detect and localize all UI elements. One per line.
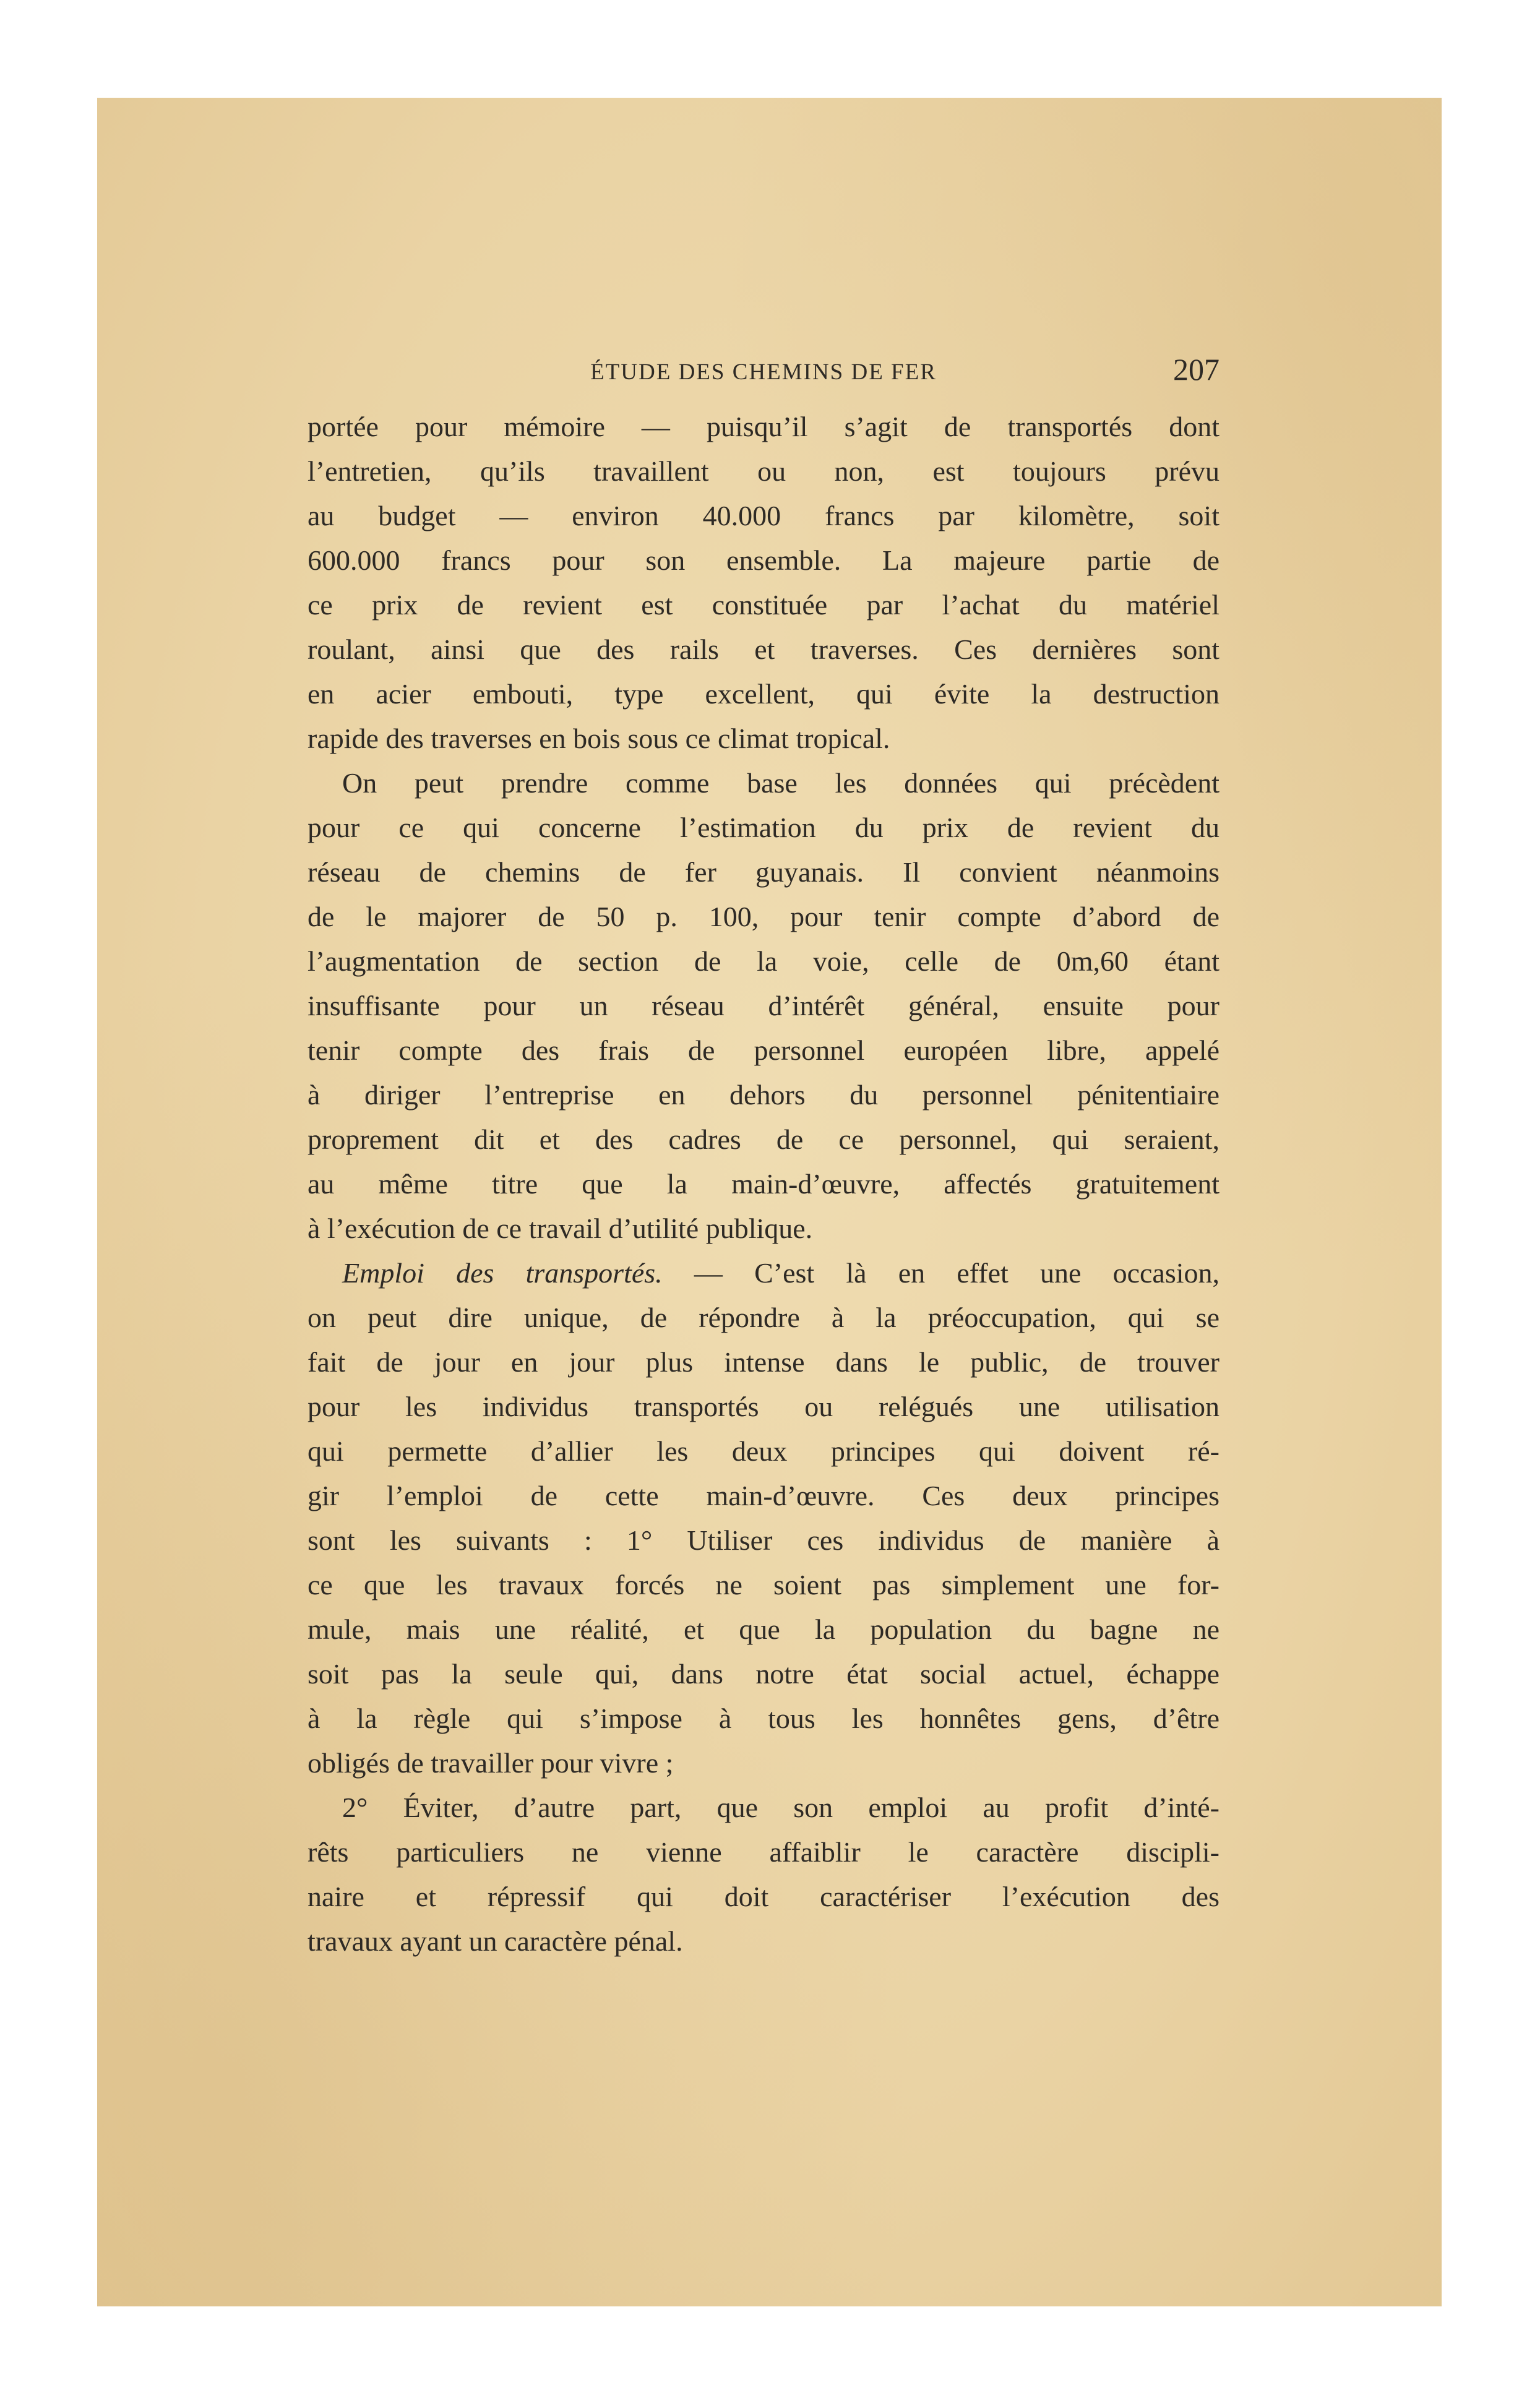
text-line: au même titre que la main-d’œuvre, affectés gratuitement xyxy=(308,1168,1220,1200)
text-line: 600.000 francs pour son ensemble. La majeure partie de xyxy=(308,544,1220,576)
text-line: en acier embouti, type excellent, qui évite la destruction xyxy=(308,678,1220,710)
text-line: rapide des traverses en bois sous ce climat tropical. xyxy=(308,723,890,754)
text-line: ce prix de revient est constituée par l’achat du matériel xyxy=(308,589,1220,621)
text-line: de le majorer de 50 p. 100, pour tenir compte d’abord de xyxy=(308,901,1220,932)
text-line: roulant, ainsi que des rails et traverses. Ces dernières sont xyxy=(308,634,1220,665)
text-line: sont les suivants : 1° Utiliser ces individus de manière à xyxy=(308,1524,1220,1556)
text-block xyxy=(308,351,1220,1964)
text-line: à la règle qui s’impose à tous les honnêtes gens, d’être xyxy=(308,1703,1220,1734)
text-line: fait de jour en jour plus intense dans le public, de trouver xyxy=(308,1346,1220,1378)
text-line: au budget — environ 40.000 francs par kilomètre, soit xyxy=(308,500,1220,531)
text-line: pour les individus transportés ou relégués une utilisation xyxy=(308,1391,1220,1422)
body-text xyxy=(308,405,1220,1964)
text-line: 2° Éviter, d’autre part, que son emploi au profit d’inté- xyxy=(342,1792,1220,1823)
text-line: qui permette d’allier les deux principes qui doivent ré- xyxy=(308,1435,1220,1467)
text-line: mule, mais une réalité, et que la population du bagne ne xyxy=(308,1613,1220,1645)
text-line: gir l’emploi de cette main-d’œuvre. Ces deux principes xyxy=(308,1480,1220,1511)
running-title: ÉTUDE DES CHEMINS DE FER xyxy=(590,359,937,385)
text-line: à l’exécution de ce travail d’utilité publique. xyxy=(308,1213,813,1244)
page-header xyxy=(308,351,1220,396)
text-line: tenir compte des frais de personnel européen libre, appelé xyxy=(308,1034,1220,1066)
section-line xyxy=(308,1251,1220,1295)
text-line-fragment: — C’est là en effet une occasion, xyxy=(694,1257,1220,1289)
book-page xyxy=(97,98,1442,2306)
text-line: rêts particuliers ne vienne affaiblir le caractère discipli- xyxy=(308,1836,1220,1868)
text-line: ce que les travaux forcés ne soient pas simplement une for- xyxy=(308,1569,1220,1600)
text-line: soit pas la seule qui, dans notre état social actuel, échappe xyxy=(308,1658,1220,1690)
text-line: on peut dire unique, de répondre à la préoccupation, qui se xyxy=(308,1302,1220,1333)
text-line: travaux ayant un caractère pénal. xyxy=(308,1925,683,1957)
text-line: l’augmentation de section de la voie, celle de 0m,60 étant xyxy=(308,945,1220,977)
section-heading: Emploi des transportés. xyxy=(342,1257,663,1289)
text-line: réseau de chemins de fer guyanais. Il convient néanmoins xyxy=(308,856,1220,888)
text-line: naire et répressif qui doit caractériser l’exécution des xyxy=(308,1881,1220,1912)
text-line: à diriger l’entreprise en dehors du personnel pénitentiaire xyxy=(308,1079,1220,1111)
text-line: l’entretien, qu’ils travaillent ou non, est toujours prévu xyxy=(308,455,1220,487)
text-line: pour ce qui concerne l’estimation du prix de revient du xyxy=(308,812,1220,843)
text-line: portée pour mémoire — puisqu’il s’agit de transportés dont xyxy=(308,411,1220,442)
text-line: proprement dit et des cadres de ce personnel, qui seraient, xyxy=(308,1124,1220,1155)
text-line: On peut prendre comme base les données qui précèdent xyxy=(342,767,1220,799)
page-number: 207 xyxy=(1173,352,1220,387)
text-line: insuffisante pour un réseau d’intérêt général, ensuite pour xyxy=(308,990,1220,1021)
text-line: obligés de travailler pour vivre ; xyxy=(308,1747,674,1779)
